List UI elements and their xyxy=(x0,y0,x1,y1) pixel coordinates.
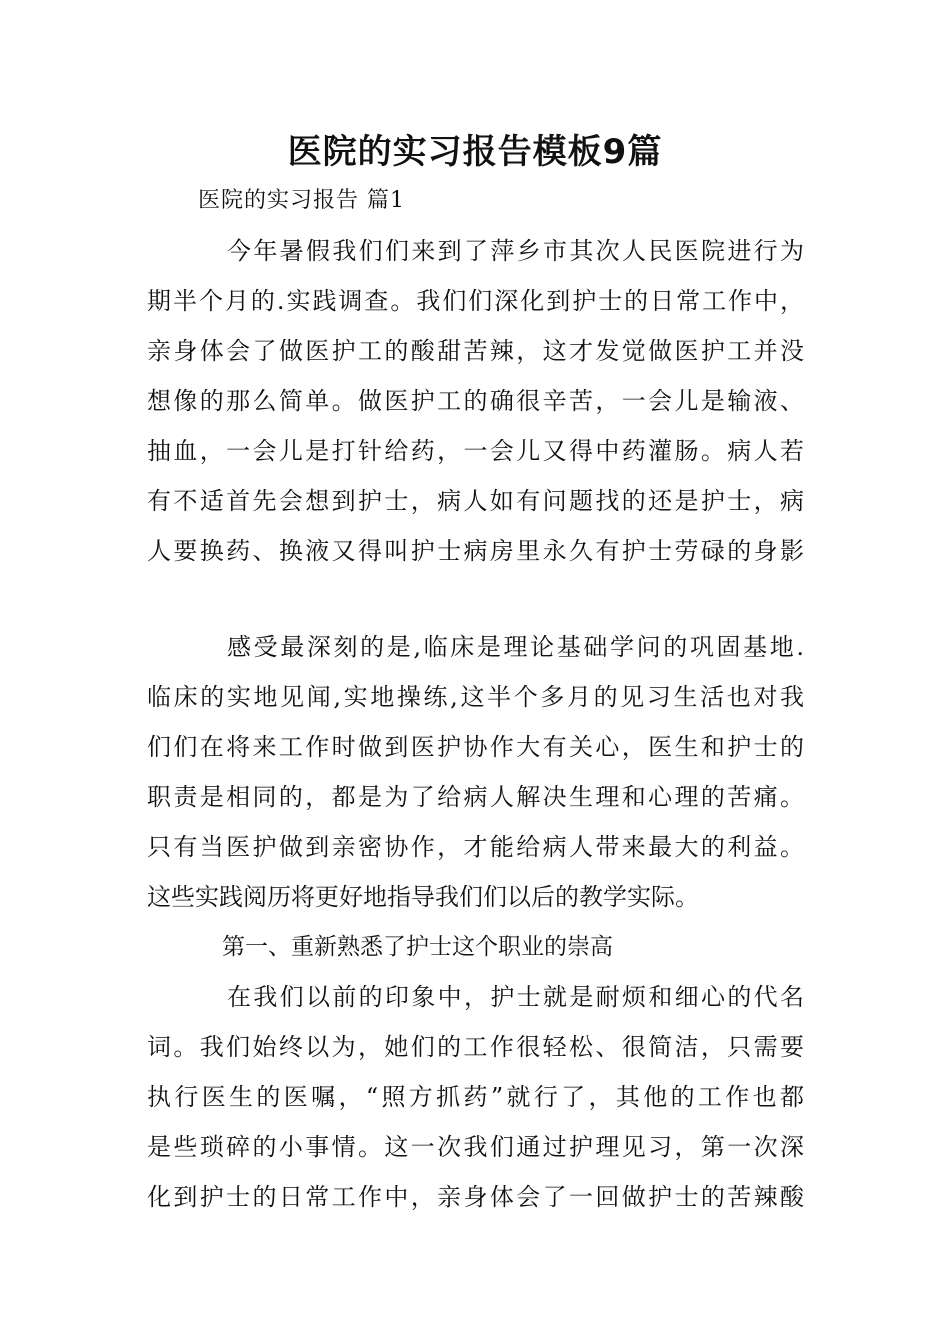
section-subtitle: 医院的实习报告 篇1 xyxy=(198,188,405,213)
section-heading: 第一、重新熟悉了护士这个职业的崇高 xyxy=(222,934,613,960)
paragraph-line: 想像的那么简单。做医护工的确很辛苦，一会儿是输液、 xyxy=(147,387,804,415)
paragraph-line: 词。我们始终以为，她们的工作很轻松、很简洁，只需要 xyxy=(147,1033,804,1061)
paragraph-line: 感受最深刻的是,临床是理论基础学问的巩固基地. xyxy=(227,633,804,661)
paragraph-line: 们们在将来工作时做到医护协作大有关心，医生和护士的 xyxy=(147,733,804,761)
paragraph-line: 这些实践阅历将更好地指导我们们以后的教学实际。 xyxy=(147,883,699,911)
paragraph-line: 期半个月的.实践调查。我们们深化到护士的日常工作中， xyxy=(147,287,804,315)
paragraph-line: 只有当医护做到亲密协作，才能给病人带来最大的利益。 xyxy=(147,833,804,861)
paragraph-line: 今年暑假我们们来到了萍乡市其次人民医院进行为 xyxy=(227,237,804,265)
paragraph-line: 执行医生的医嘱，“照方抓药”就行了，其他的工作也都 xyxy=(147,1083,804,1111)
paragraph-line: 化到护士的日常工作中，亲身体会了一回做护士的苦辣酸 xyxy=(147,1183,804,1211)
paragraph-line: 抽血，一会儿是打针给药，一会儿又得中药灌肠。病人若 xyxy=(147,437,804,465)
paragraph-line: 亲身体会了做医护工的酸甜苦辣，这才发觉做医护工并没 xyxy=(147,337,804,365)
paragraph-line: 在我们以前的印象中，护士就是耐烦和细心的代名 xyxy=(227,983,804,1011)
document-title: 医院的实习报告模板9篇 xyxy=(287,132,663,172)
paragraph-line: 临床的实地见闻,实地操练,这半个多月的见习生活也对我 xyxy=(147,683,804,711)
paragraph-line: 人要换药、换液又得叫护士病房里永久有护士劳碌的身影 xyxy=(147,537,804,565)
paragraph-line: 有不适首先会想到护士，病人如有问题找的还是护士，病 xyxy=(147,487,804,515)
paragraph-line: 职责是相同的，都是为了给病人解决生理和心理的苦痛。 xyxy=(147,783,804,811)
paragraph-line: 是些琐碎的小事情。这一次我们通过护理见习，第一次深 xyxy=(147,1133,804,1161)
